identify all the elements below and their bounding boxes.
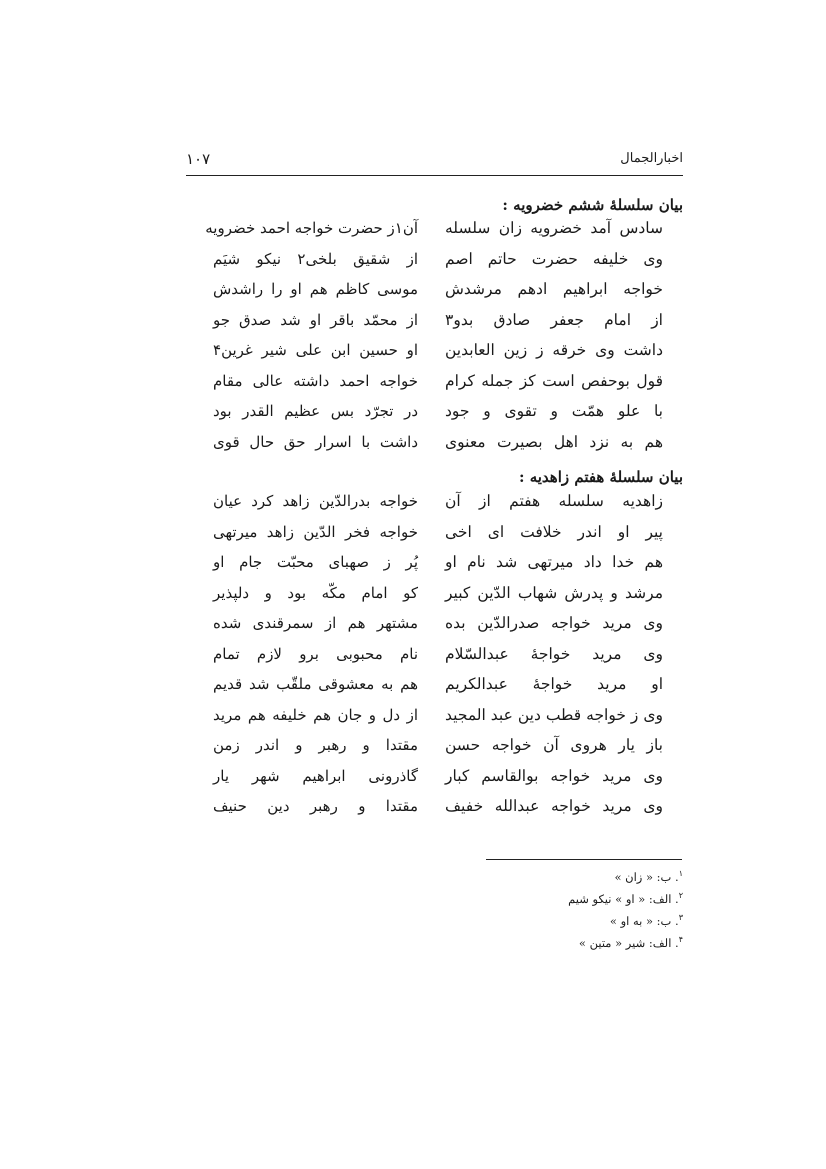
- verse-line: از دل و جان هم خلیفه هم مرید: [213, 705, 418, 724]
- verse-line: کو امام مکّه بود و دلپذیر: [213, 583, 418, 602]
- verse-line: از امام جعفر صادق بدو۳: [445, 310, 663, 329]
- footnote-text: . الف: شیر « متین »: [578, 936, 679, 950]
- footnotes: [568, 866, 683, 954]
- verse-line: او حسین ابن علی شیر غرین۴: [213, 341, 418, 359]
- running-title: اخبارالجمال: [620, 151, 683, 166]
- verse-line: هم به معشوقی ملقّب شد قدیم: [213, 675, 418, 693]
- verse-line: پُر ز صهبای محبّت جام او: [213, 553, 418, 571]
- poem-column-left: [205, 213, 418, 457]
- verse-line: مشتهر هم از سمرقندی شده: [213, 614, 418, 632]
- verse-line: خواجه احمد داشته عالی مقام: [213, 371, 418, 390]
- verse-line: وی خلیفه حضرت حاتم اصم: [445, 249, 663, 268]
- footnote-number: ۱: [678, 869, 683, 879]
- verse-line: هم خدا داد میرتهی شد نام او: [445, 553, 663, 571]
- verse-line: وی مرید خواجه بوالقاسم کبار: [445, 766, 663, 785]
- verse-line: سادس آمد خضرویه زان سلسله: [445, 219, 663, 237]
- section-heading: بیان سلسلهٔ ششم خضرویه :: [502, 196, 683, 214]
- verse-line: مرشد و پدرش شهاب الدّین کبیر: [445, 583, 663, 602]
- verse-line: آن۱ز حضرت خواجه احمد خضرویه: [205, 219, 418, 237]
- verse-line: خواجه ابراهیم ادهم مرشدش: [445, 280, 663, 298]
- footnote-number: ۳: [678, 913, 683, 923]
- footnote-rule: [486, 859, 682, 860]
- verse-line: در تجرّد بس عظیم القدر بود: [213, 402, 418, 420]
- footnote: [568, 888, 683, 910]
- verse-line: باز یار هروی آن خواجه حسن: [445, 736, 663, 754]
- verse-line: با علو همّت و تقوی و جود: [445, 402, 663, 420]
- verse-line: هم به نزد اهل بصیرت معنوی: [445, 432, 663, 451]
- verse-line: قول بوحفص است کز جمله کرام: [445, 371, 663, 390]
- verse-line: گاذرونی ابراهیم شهر یار: [213, 766, 418, 785]
- footnote: [568, 932, 683, 954]
- verse-line: مقتدا و رهبر و اندر زمن: [213, 736, 418, 754]
- verse-line: نام محبوبی برو لازم تمام: [213, 644, 418, 663]
- verse-line: داشت با اسرار حق حال قوی: [213, 432, 418, 451]
- poem-column-right: [445, 486, 663, 822]
- footnote-text: . ب: « به او »: [609, 914, 679, 928]
- footnote-number: ۴: [678, 935, 683, 945]
- verse-line: وی ز خواجه قطب دین عبد المجید: [445, 705, 663, 724]
- footnote: [568, 866, 683, 888]
- verse-line: زاهدیه سلسله هفتم از آن: [445, 492, 663, 510]
- page-number: ۱۰۷: [186, 150, 211, 168]
- poem-column-left: [213, 486, 418, 822]
- verse-line: از شقیق بلخی۲ نیکو شیَم: [213, 249, 418, 268]
- verse-line: موسی کاظم هم او را راشدش: [213, 280, 418, 298]
- header-rule: [186, 175, 683, 176]
- verse-line: از محمّد باقر او شد صدق جو: [213, 310, 418, 329]
- verse-line: پیر او اندر خلافت ای اخی: [445, 522, 663, 541]
- footnote: [568, 910, 683, 932]
- poem-column-right: [445, 213, 663, 457]
- verse-line: داشت وی خرقه ز زین العابدین: [445, 341, 663, 359]
- section-heading: بیان سلسلهٔ هفتم زاهدیه :: [518, 468, 683, 486]
- verse-line: خواجه بدرالدّین زاهد کرد عیان: [213, 492, 418, 510]
- verse-line: خواجه فخر الدّین زاهد میرتهی: [213, 522, 418, 541]
- verse-line: وی مرید خواجه صدرالدّین بده: [445, 614, 663, 632]
- footnote-text: . ب: « زان »: [614, 870, 679, 884]
- footnote-number: ۲: [678, 891, 683, 901]
- verse-line: مقتدا و رهبر دین حنیف: [213, 797, 418, 815]
- verse-line: وی مرید خواجهٔ عبدالسّلام: [445, 644, 663, 663]
- verse-line: وی مرید خواجه عبدالله خفیف: [445, 797, 663, 815]
- footnote-text: . الف: « او » نیکو شیم: [568, 892, 679, 906]
- verse-line: او مرید خواجهٔ عبدالکریم: [445, 675, 663, 693]
